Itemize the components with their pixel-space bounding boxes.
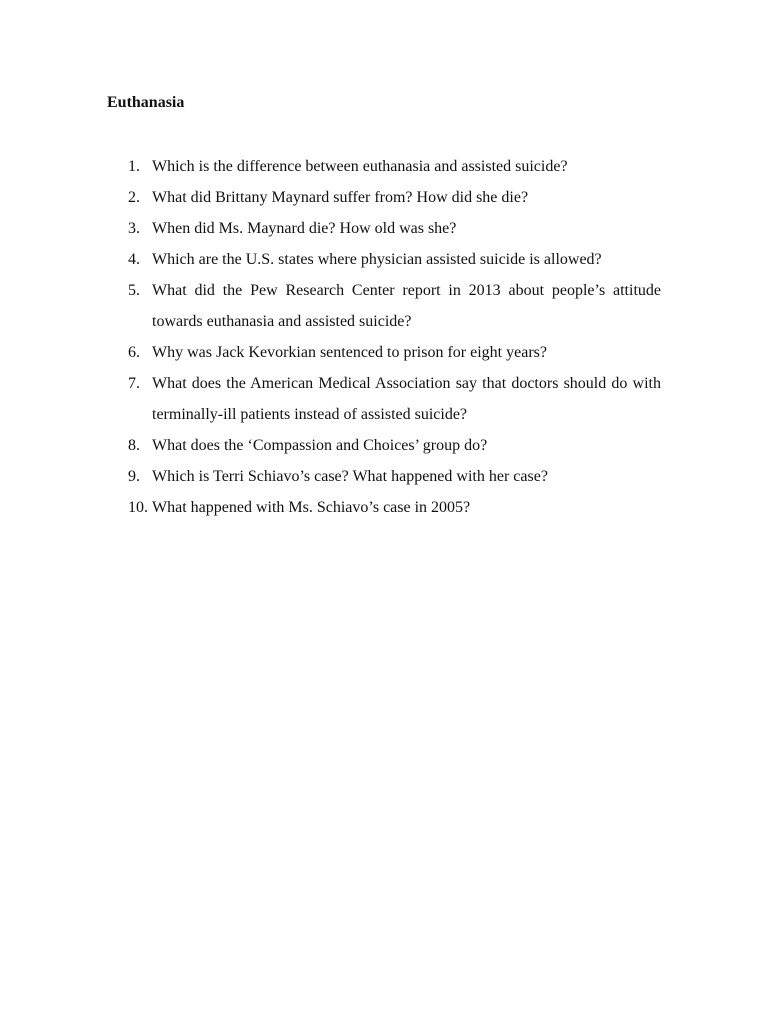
question-text: What happened with Ms. Schiavo’s case in 2005? <box>152 499 471 516</box>
question-item <box>128 213 661 244</box>
question-number: 3. <box>128 220 140 237</box>
question-number: 2. <box>128 189 140 206</box>
question-number: 10. <box>128 499 148 516</box>
question-number: 6. <box>128 344 140 361</box>
question-item <box>128 461 661 492</box>
question-item <box>128 182 661 213</box>
question-list <box>128 151 661 523</box>
question-text: What does the American Medical Association say that doctors should do with terminally-ill patients instead of assisted suicide? <box>152 375 661 423</box>
question-item <box>128 368 661 430</box>
question-item <box>128 244 661 275</box>
question-text: Why was Jack Kevorkian sentenced to prison for eight years? <box>152 344 547 361</box>
question-text: When did Ms. Maynard die? How old was she? <box>152 220 457 237</box>
question-item <box>128 337 661 368</box>
question-item <box>128 275 661 337</box>
question-number: 1. <box>128 158 140 175</box>
question-text: What did the Pew Research Center report in 2013 about people’s attitude towards euthanasia and assisted suicide? <box>152 282 661 330</box>
question-item <box>128 430 661 461</box>
document-title: Euthanasia <box>107 94 185 111</box>
question-number: 7. <box>128 375 140 392</box>
question-text: What does the ‘Compassion and Choices’ group do? <box>152 437 488 454</box>
question-text: Which is Terri Schiavo’s case? What happened with her case? <box>152 468 548 485</box>
question-number: 8. <box>128 437 140 454</box>
question-number: 4. <box>128 251 140 268</box>
question-number: 5. <box>128 282 140 299</box>
question-text: What did Brittany Maynard suffer from? How did she die? <box>152 189 529 206</box>
question-item <box>128 492 661 523</box>
question-item <box>128 151 661 182</box>
question-text: Which is the difference between euthanasia and assisted suicide? <box>152 158 568 175</box>
question-text: Which are the U.S. states where physician assisted suicide is allowed? <box>152 251 602 268</box>
question-number: 9. <box>128 468 140 485</box>
